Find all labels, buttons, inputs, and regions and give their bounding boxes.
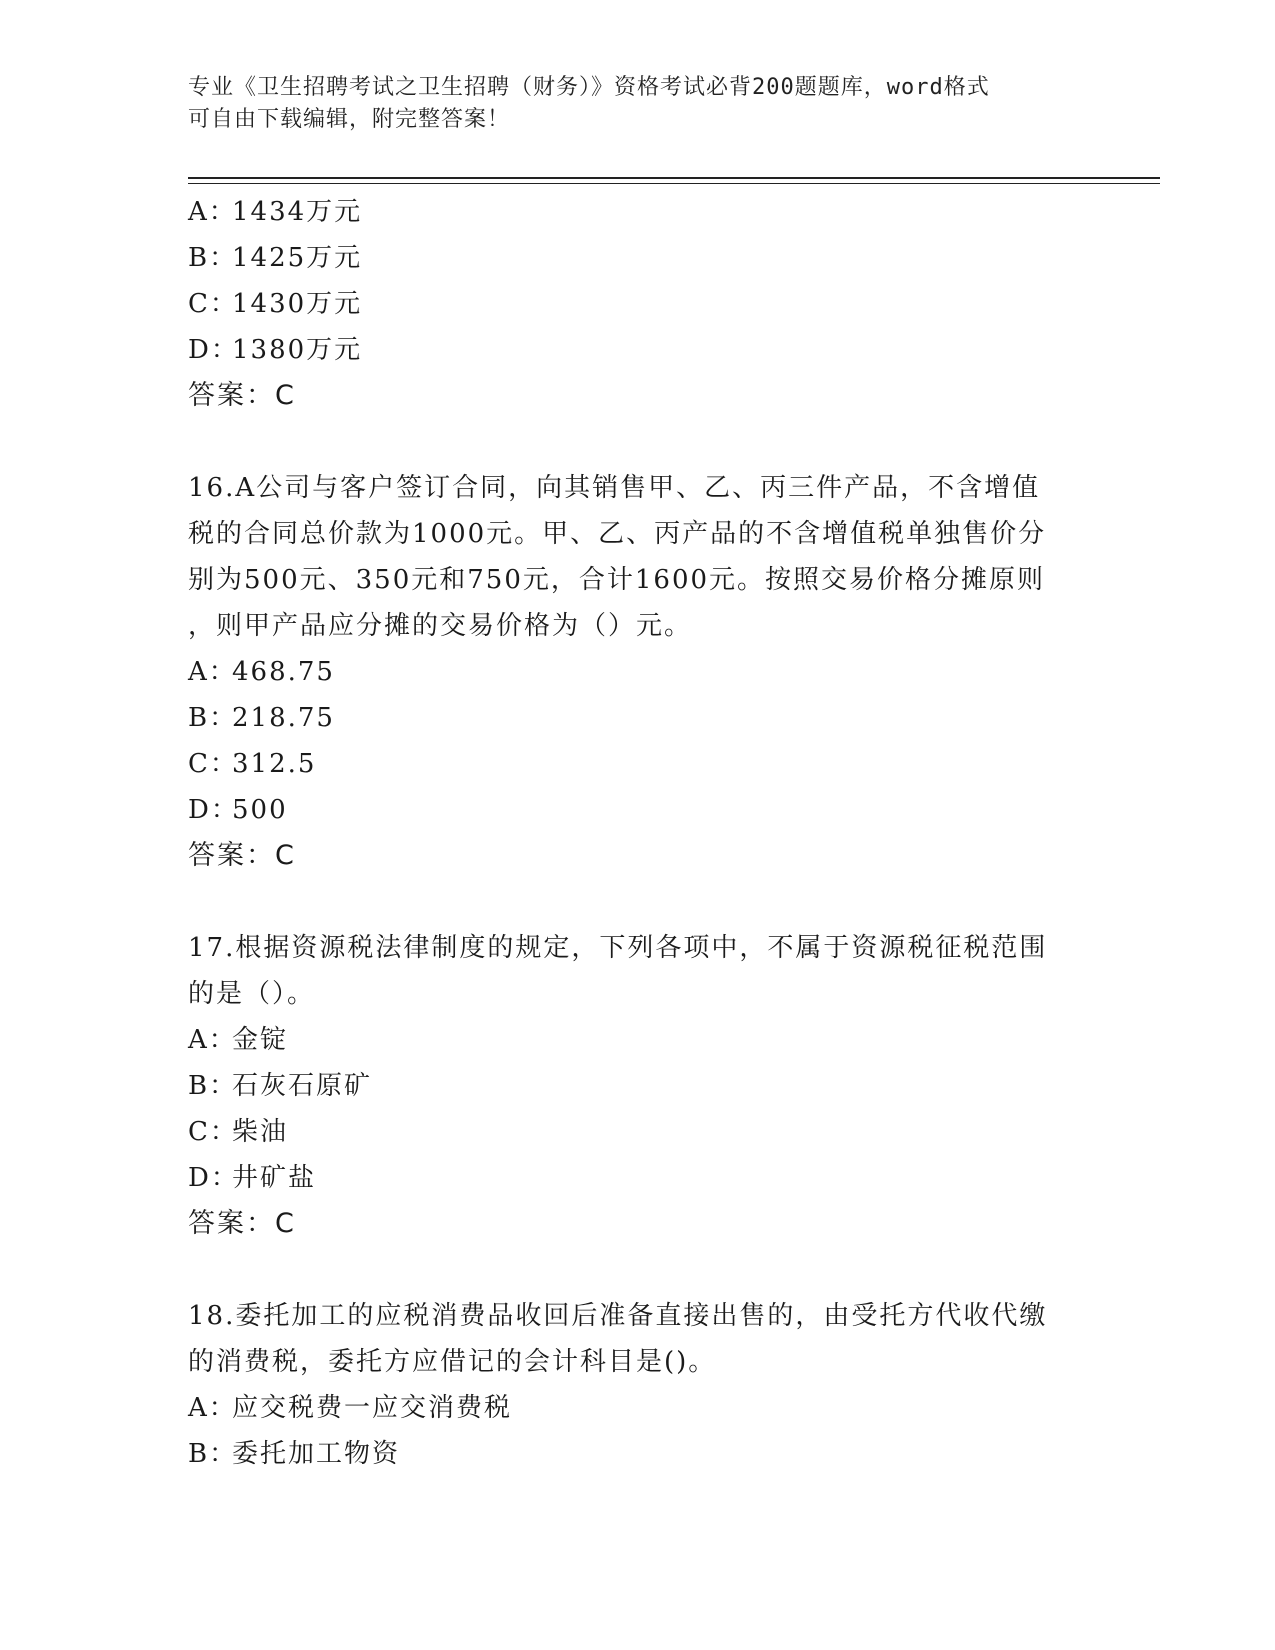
document-header [188, 72, 1068, 136]
question-text-line: 税的合同总价款为1000元。甲、乙、丙产品的不含增值税单独售价分 [188, 519, 1047, 549]
question-text-line: 17.根据资源税法律制度的规定，下列各项中，不属于资源税征税范围 [188, 933, 1048, 963]
answer: 答案：C [188, 840, 296, 871]
spacer [188, 879, 1088, 925]
option-d: D：1380万元 [188, 335, 363, 365]
question-text-line: 的消费税，委托方应借记的会计科目是()。 [188, 1347, 717, 1377]
option-b: B：石灰石原矿 [188, 1071, 373, 1101]
option-c: C：1430万元 [188, 289, 363, 319]
header-line-1: 专业《卫生招聘考试之卫生招聘（财务）》资格考试必背200题题库，word格式 [188, 75, 990, 100]
answer: 答案：C [188, 1208, 296, 1239]
question-list [188, 189, 1088, 1477]
answer: 答案：C [188, 380, 296, 411]
option-b: B：1425万元 [188, 243, 363, 273]
option-d: D：井矿盐 [188, 1163, 317, 1193]
option-d: D：500 [188, 795, 288, 825]
question-text-line: 18.委托加工的应税消费品收回后准备直接出售的，由受托方代收代缴 [188, 1301, 1048, 1331]
spacer [188, 1247, 1088, 1293]
question-16 [188, 465, 1088, 879]
option-c: C：柴油 [188, 1117, 289, 1147]
header-rule-thin [188, 183, 1160, 184]
header-rule-thick [188, 177, 1160, 179]
option-b: B：218.75 [188, 703, 335, 733]
question-15-continued [188, 189, 1088, 419]
question-text-line: 的是（）。 [188, 979, 316, 1009]
option-a: A：468.75 [188, 657, 335, 687]
option-a: A：应交税费一应交消费税 [188, 1393, 513, 1423]
option-c: C：312.5 [188, 749, 317, 779]
question-17 [188, 925, 1088, 1247]
question-text-line: 别为500元、350元和750元，合计1600元。按照交易价格分摊原则 [188, 565, 1046, 595]
option-a: A：1434万元 [188, 197, 363, 227]
question-text-line: ，则甲产品应分摊的交易价格为（）元。 [188, 611, 693, 641]
option-b: B：委托加工物资 [188, 1439, 401, 1469]
question-18 [188, 1293, 1088, 1477]
question-text-line: 16.A公司与客户签订合同，向其销售甲、乙、丙三件产品，不含增值 [188, 473, 1041, 503]
option-a: A：金锭 [188, 1025, 289, 1055]
header-line-2: 可自由下载编辑，附完整答案！ [188, 107, 511, 132]
spacer [188, 419, 1088, 465]
